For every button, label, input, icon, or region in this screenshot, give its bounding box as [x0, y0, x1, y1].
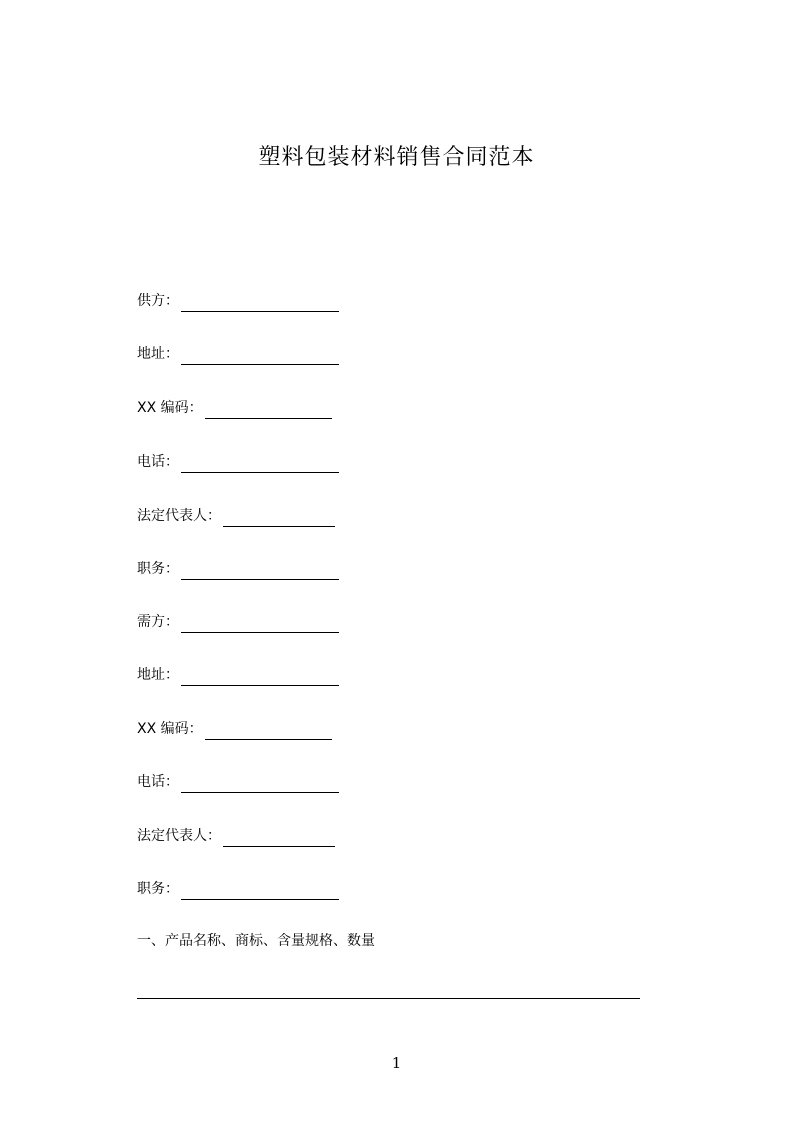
fill-in-blank	[181, 618, 339, 633]
fill-in-blank	[181, 565, 339, 580]
field-label: 法定代表人：	[137, 508, 221, 524]
field-label: 职务：	[137, 561, 179, 577]
fill-in-blank	[223, 512, 335, 527]
fill-in-blank	[223, 832, 335, 847]
fill-in-blank	[181, 671, 339, 686]
document-title: 塑料包装材料销售合同范本	[258, 145, 535, 170]
fill-in-blank	[181, 778, 339, 793]
field-label: 职务：	[137, 881, 179, 897]
buyer-phone-field	[137, 771, 339, 793]
field-label: XX 编码：	[137, 721, 203, 737]
buyer-postcode-field	[137, 718, 332, 740]
buyer-legal-rep-field	[137, 825, 335, 847]
supplier-legal-rep-field	[137, 505, 335, 527]
field-label: XX 编码：	[137, 400, 203, 416]
fill-in-line	[137, 998, 640, 999]
field-label: 地址：	[137, 346, 179, 362]
fill-in-blank	[181, 458, 339, 473]
fill-in-blank	[181, 350, 339, 365]
supplier-name-field	[137, 290, 339, 312]
fill-in-blank	[205, 404, 332, 419]
section-1-heading: 一、产品名称、商标、含量规格、数量	[137, 933, 375, 949]
supplier-postcode-field	[137, 397, 332, 419]
field-label: 法定代表人：	[137, 828, 221, 844]
fill-in-blank	[181, 297, 339, 312]
supplier-phone-field	[137, 451, 339, 473]
fill-in-blank	[181, 885, 339, 900]
field-label: 需方：	[137, 614, 179, 630]
fill-in-blank	[205, 725, 332, 740]
supplier-position-field	[137, 558, 339, 580]
buyer-position-field	[137, 878, 339, 900]
page-number: 1	[391, 1054, 402, 1072]
field-label: 电话：	[137, 774, 179, 790]
field-label: 地址：	[137, 667, 179, 683]
field-label: 供方：	[137, 293, 179, 309]
field-label: 电话：	[137, 454, 179, 470]
buyer-name-field	[137, 611, 339, 633]
supplier-address-field	[137, 343, 339, 365]
buyer-address-field	[137, 664, 339, 686]
